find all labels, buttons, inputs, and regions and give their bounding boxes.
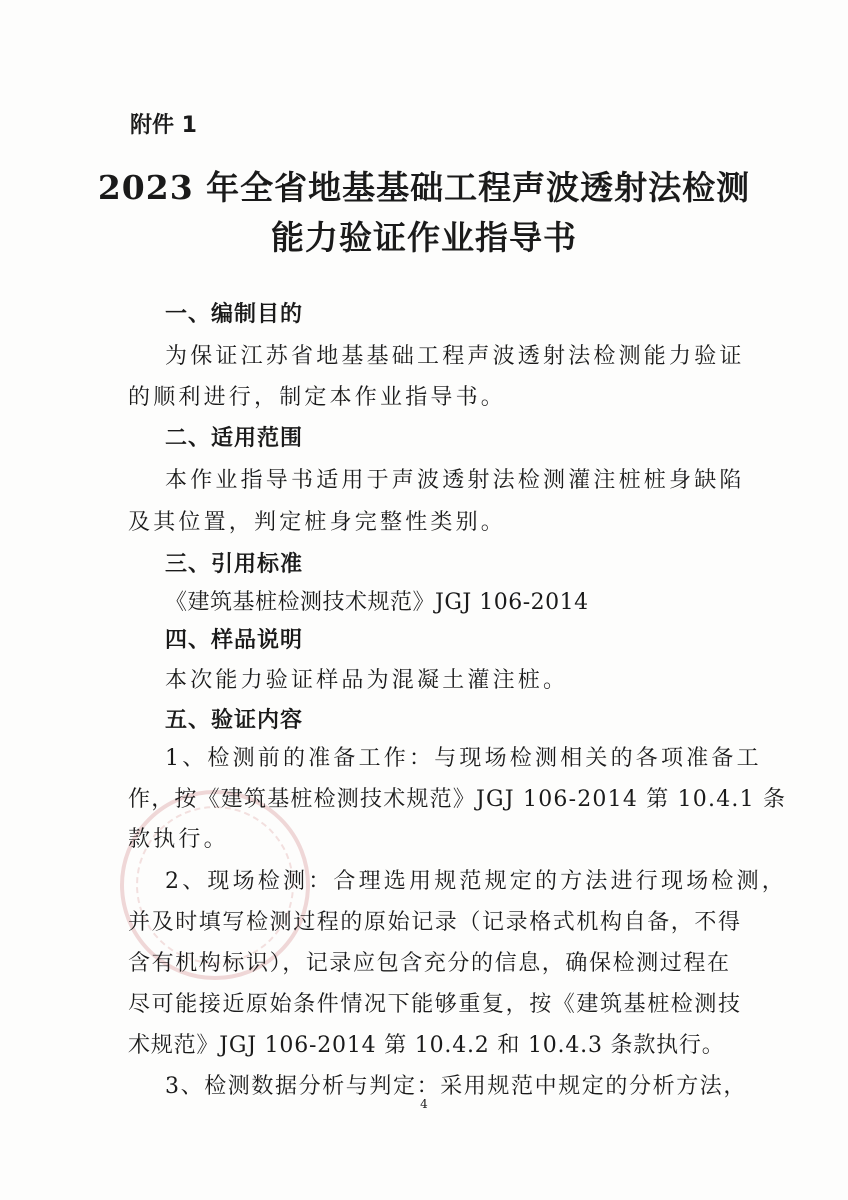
document-title-line-2: 能力验证作业指导书 [271,218,577,257]
paragraph-line: 并及时填写检测过程的原始记录（记录格式机构自备，不得 [128,910,742,935]
reference-standard: 《建筑基桩检测技术规范》JGJ 106-2014 [165,590,589,615]
paragraph-line: 1、检测前的准备工作：与现场检测相关的各项准备工 [165,746,762,771]
attachment-label: 附件 1 [130,113,197,138]
section-heading-sample: 四、样品说明 [165,628,304,653]
paragraph-line: 及其位置，判定桩身完整性类别。 [128,510,507,535]
paragraph-line: 的顺利进行，制定本作业指导书。 [128,385,507,410]
paragraph-line: 款执行。 [128,827,229,852]
page-number: 4 [420,1097,428,1111]
paragraph-line: 为保证江苏省地基基础工程声波透射法检测能力验证 [165,344,745,369]
paragraph-line: 2、现场检测：合理选用规范规定的方法进行现场检测， [165,869,787,894]
paragraph-line: 本作业指导书适用于声波透射法检测灌注桩桩身缺陷 [165,468,745,493]
section-heading-scope: 二、适用范围 [165,426,304,451]
paragraph-line: 尽可能接近原始条件情况下能够重复，按《建筑基桩检测技 [128,992,742,1017]
section-heading-purpose: 一、编制目的 [165,302,304,327]
paragraph-line: 3、检测数据分析与判定：采用规范中规定的分析方法， [165,1074,747,1099]
section-heading-content: 五、验证内容 [165,708,304,733]
document-title-line-1: 2023 年全省地基基础工程声波透射法检测 [97,168,751,207]
paragraph-line: 含有机构标识），记录应包含充分的信息，确保检测过程在 [128,951,731,976]
paragraph-line: 术规范》JGJ 106-2014 第 10.4.2 和 10.4.3 条款执行。 [128,1033,725,1058]
paragraph-line: 作，按《建筑基桩检测技术规范》JGJ 106-2014 第 10.4.1 条 [128,787,787,812]
section-heading-references: 三、引用标准 [165,552,304,577]
paragraph-line: 本次能力验证样品为混凝土灌注桩。 [165,668,569,693]
